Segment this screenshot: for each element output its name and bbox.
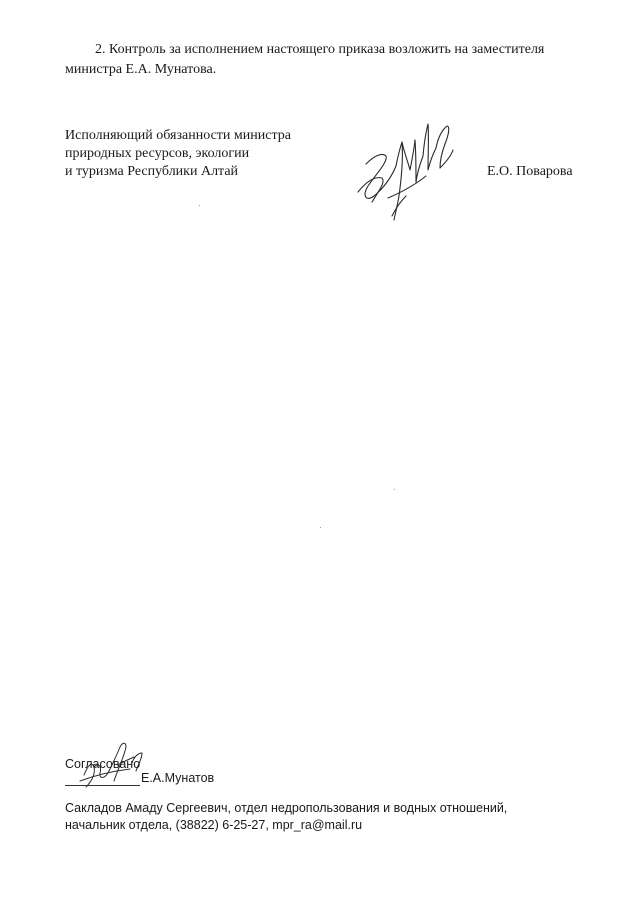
executor-info xyxy=(65,800,507,834)
signatory-name: Е.О. Поварова xyxy=(487,164,573,179)
scan-speck xyxy=(320,527,321,528)
executor-line-1: Сакладов Амаду Сергеевич, отдел недропользования и водных отношений, xyxy=(65,801,508,815)
scan-speck xyxy=(199,205,200,206)
paragraph-text-line1: 2. Контроль за исполнением настоящего приказа возложить на заместителя xyxy=(95,42,545,57)
control-paragraph-line1 xyxy=(65,40,580,60)
signatory-position xyxy=(65,127,291,181)
approval-name: Е.А.Мунатов xyxy=(141,771,215,785)
executor-line-2: начальник отдела, (38822) 6-25-27, mpr_ra@mail.ru xyxy=(65,818,363,832)
minister-signature xyxy=(352,112,462,230)
position-line-2: природных ресурсов, экологии xyxy=(65,146,250,161)
scan-speck xyxy=(394,489,395,490)
paragraph-text-line2: министра Е.А. Мунатова. xyxy=(65,62,217,77)
position-line-1: Исполняющий обязанности министра xyxy=(65,128,291,143)
approval-label: Согласовано xyxy=(65,757,141,771)
signature-line xyxy=(65,785,140,786)
position-line-3: и туризма Республики Алтай xyxy=(65,164,239,179)
